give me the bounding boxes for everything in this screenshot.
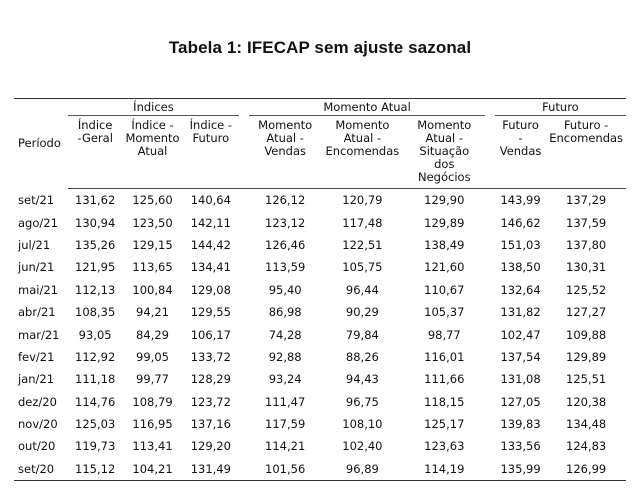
table-cell: 129,08 — [190, 282, 231, 297]
table-cell: 118,15 — [424, 394, 465, 409]
table-cell: 134,41 — [190, 260, 231, 275]
table-cell: 129,89 — [566, 349, 607, 364]
table-cell: 98,77 — [427, 327, 461, 342]
table-cell: 108,35 — [75, 305, 116, 320]
row-period-cell: ago/21 — [18, 215, 58, 230]
table-row — [14, 458, 626, 481]
table-cell: 115,12 — [68, 458, 123, 481]
table-cell: 96,75 — [345, 394, 379, 409]
table-cell: 134,48 — [566, 417, 607, 432]
table-cell: 95,40 — [268, 282, 302, 297]
table-cell: 123,50 — [132, 215, 173, 230]
table-cell: 94,21 — [136, 305, 169, 320]
table-cell: 139,83 — [500, 417, 541, 432]
table-cell: 113,41 — [132, 439, 173, 454]
table-title: Tabela 1: IFECAP sem ajuste sazonal — [168, 38, 472, 57]
table-cell: 123,12 — [265, 215, 306, 230]
table-cell: 125,51 — [566, 372, 607, 387]
table-cell: 93,05 — [78, 327, 112, 342]
table-cell: 108,10 — [342, 417, 383, 432]
table-cell: 110,67 — [424, 282, 465, 297]
table-cell: 99,05 — [136, 349, 169, 364]
header-group-row — [14, 99, 626, 117]
table-cell: 113,65 — [132, 260, 173, 275]
table-row — [14, 346, 626, 368]
table-cell: 126,46 — [265, 237, 306, 252]
table-cell: 121,60 — [424, 260, 465, 275]
table-cell: 137,29 — [566, 193, 607, 208]
table-cell: 105,75 — [342, 260, 383, 275]
table-cell: 93,24 — [268, 372, 302, 387]
row-period-cell: mai/21 — [18, 282, 58, 297]
table-cell: 111,18 — [75, 372, 116, 387]
table-cell: 109,88 — [566, 327, 607, 342]
header-periodo: Período — [14, 99, 68, 189]
row-period-cell: dez/20 — [18, 394, 57, 409]
table-cell: 131,62 — [75, 193, 116, 208]
column-header: Momento Atual - Vendas — [249, 116, 322, 189]
row-period-cell: set/20 — [14, 458, 68, 481]
table-row — [14, 256, 626, 278]
table-cell: 116,01 — [424, 349, 465, 364]
table-cell: 128,29 — [190, 372, 231, 387]
table-cell: 117,48 — [342, 215, 383, 230]
table-cell: 102,47 — [500, 327, 541, 342]
table-cell: 131,08 — [500, 372, 541, 387]
table-cell: 127,27 — [566, 305, 607, 320]
header-group-momento-atual — [249, 99, 486, 117]
table-cell: 129,55 — [190, 305, 231, 320]
row-period-cell: jul/21 — [18, 237, 51, 252]
column-header: Índice - Futuro — [182, 116, 239, 189]
table-cell: 138,50 — [500, 260, 541, 275]
table-cell: 90,29 — [345, 305, 379, 320]
header-group-indices — [68, 99, 240, 117]
table-cell: 86,98 — [268, 305, 302, 320]
table-cell: 125,03 — [75, 417, 116, 432]
row-period-cell: fev/21 — [18, 349, 55, 364]
table-cell: 137,59 — [566, 215, 607, 230]
table-cell: 105,37 — [424, 305, 465, 320]
table-cell: 131,49 — [182, 458, 239, 481]
table-cell: 113,59 — [265, 260, 306, 275]
group-label-momento-atual: Momento Atual — [249, 101, 486, 116]
table-cell: 126,12 — [265, 193, 306, 208]
table-cell: 111,47 — [265, 394, 306, 409]
table-cell: 146,62 — [500, 215, 541, 230]
table-cell: 120,38 — [566, 394, 607, 409]
header-column-row — [14, 116, 626, 189]
table-cell: 119,73 — [75, 439, 116, 454]
table-cell: 144,42 — [190, 237, 231, 252]
table-cell: 111,66 — [424, 372, 465, 387]
table-cell: 151,03 — [500, 237, 541, 252]
table-cell: 116,95 — [132, 417, 173, 432]
column-header: Índice -Geral — [68, 116, 123, 189]
ifecap-table — [14, 98, 626, 481]
row-period-cell: jun/21 — [18, 260, 55, 275]
column-header: Futuro - Encomendas — [546, 116, 626, 189]
table-cell: 121,95 — [75, 260, 116, 275]
table-cell: 123,63 — [424, 439, 465, 454]
table-cell: 140,64 — [190, 193, 231, 208]
table-cell: 135,26 — [75, 237, 116, 252]
row-period-cell: nov/20 — [18, 417, 58, 432]
table-cell: 112,92 — [75, 349, 116, 364]
table-cell: 106,17 — [190, 327, 231, 342]
column-header: Momento Atual - Encomendas — [322, 116, 404, 189]
table-cell: 133,56 — [500, 439, 541, 454]
table-cell: 108,79 — [132, 394, 173, 409]
table-cell: 132,64 — [500, 282, 541, 297]
row-period-cell: out/20 — [18, 439, 56, 454]
table-cell: 143,99 — [500, 193, 541, 208]
table-cell: 100,84 — [132, 282, 173, 297]
table-cell: 125,60 — [132, 193, 173, 208]
table-row — [14, 211, 626, 233]
table-row — [14, 391, 626, 413]
table-cell: 123,72 — [190, 394, 231, 409]
table-cell: 120,79 — [342, 193, 383, 208]
table-cell: 104,21 — [123, 458, 183, 481]
header-group-futuro — [495, 99, 626, 117]
table-row — [14, 234, 626, 256]
column-header: Futuro - Vendas — [495, 116, 546, 189]
table-cell: 129,90 — [424, 193, 465, 208]
table-cell: 84,29 — [136, 327, 169, 342]
table-cell: 114,21 — [265, 439, 306, 454]
column-header: Momento Atual - Situação dos Negócios — [403, 116, 485, 189]
table-cell: 131,82 — [500, 305, 541, 320]
table-cell: 125,17 — [424, 417, 465, 432]
table-cell: 142,11 — [190, 215, 231, 230]
table-cell: 137,54 — [500, 349, 541, 364]
table-cell: 88,26 — [345, 349, 379, 364]
table-cell: 117,59 — [265, 417, 306, 432]
row-period-cell: set/21 — [18, 192, 55, 207]
table-cell: 129,15 — [132, 237, 173, 252]
row-period-cell: jan/21 — [18, 372, 55, 387]
row-period-cell: abr/21 — [18, 305, 56, 320]
table-cell: 137,16 — [190, 417, 231, 432]
table-row — [14, 301, 626, 323]
group-label-indices: Índices — [68, 101, 240, 116]
table-cell: 135,99 — [495, 458, 546, 481]
table-row — [14, 368, 626, 390]
group-label-futuro: Futuro — [495, 101, 626, 116]
table-cell: 112,13 — [75, 282, 116, 297]
table-cell: 92,88 — [268, 349, 302, 364]
table-cell: 96,44 — [345, 282, 379, 297]
table-cell: 102,40 — [342, 439, 383, 454]
table-cell: 129,20 — [190, 439, 231, 454]
table-row — [14, 189, 626, 212]
table-cell: 74,28 — [268, 327, 302, 342]
table-cell: 127,05 — [500, 394, 541, 409]
table-cell: 99,77 — [136, 372, 169, 387]
table-row — [14, 413, 626, 435]
table-row — [14, 279, 626, 301]
table-cell: 133,72 — [190, 349, 231, 364]
row-period-cell: mar/21 — [18, 327, 60, 342]
table-cell: 122,51 — [342, 237, 383, 252]
table-cell: 101,56 — [249, 458, 322, 481]
table-cell: 126,99 — [546, 458, 626, 481]
table-cell: 130,94 — [75, 215, 116, 230]
column-header: Índice - Momento Atual — [123, 116, 183, 189]
table-cell: 96,89 — [322, 458, 404, 481]
table-cell: 138,49 — [424, 237, 465, 252]
table-row — [14, 435, 626, 457]
table-cell: 125,52 — [566, 282, 607, 297]
table-cell: 114,19 — [403, 458, 485, 481]
table-cell: 114,76 — [75, 394, 116, 409]
table-cell: 129,89 — [424, 215, 465, 230]
table-row — [14, 323, 626, 345]
table-cell: 124,83 — [566, 439, 607, 454]
table-body — [14, 189, 626, 481]
table-cell: 94,43 — [345, 372, 379, 387]
table-cell: 137,80 — [566, 237, 607, 252]
table-cell: 130,31 — [566, 260, 607, 275]
table-cell: 79,84 — [345, 327, 379, 342]
